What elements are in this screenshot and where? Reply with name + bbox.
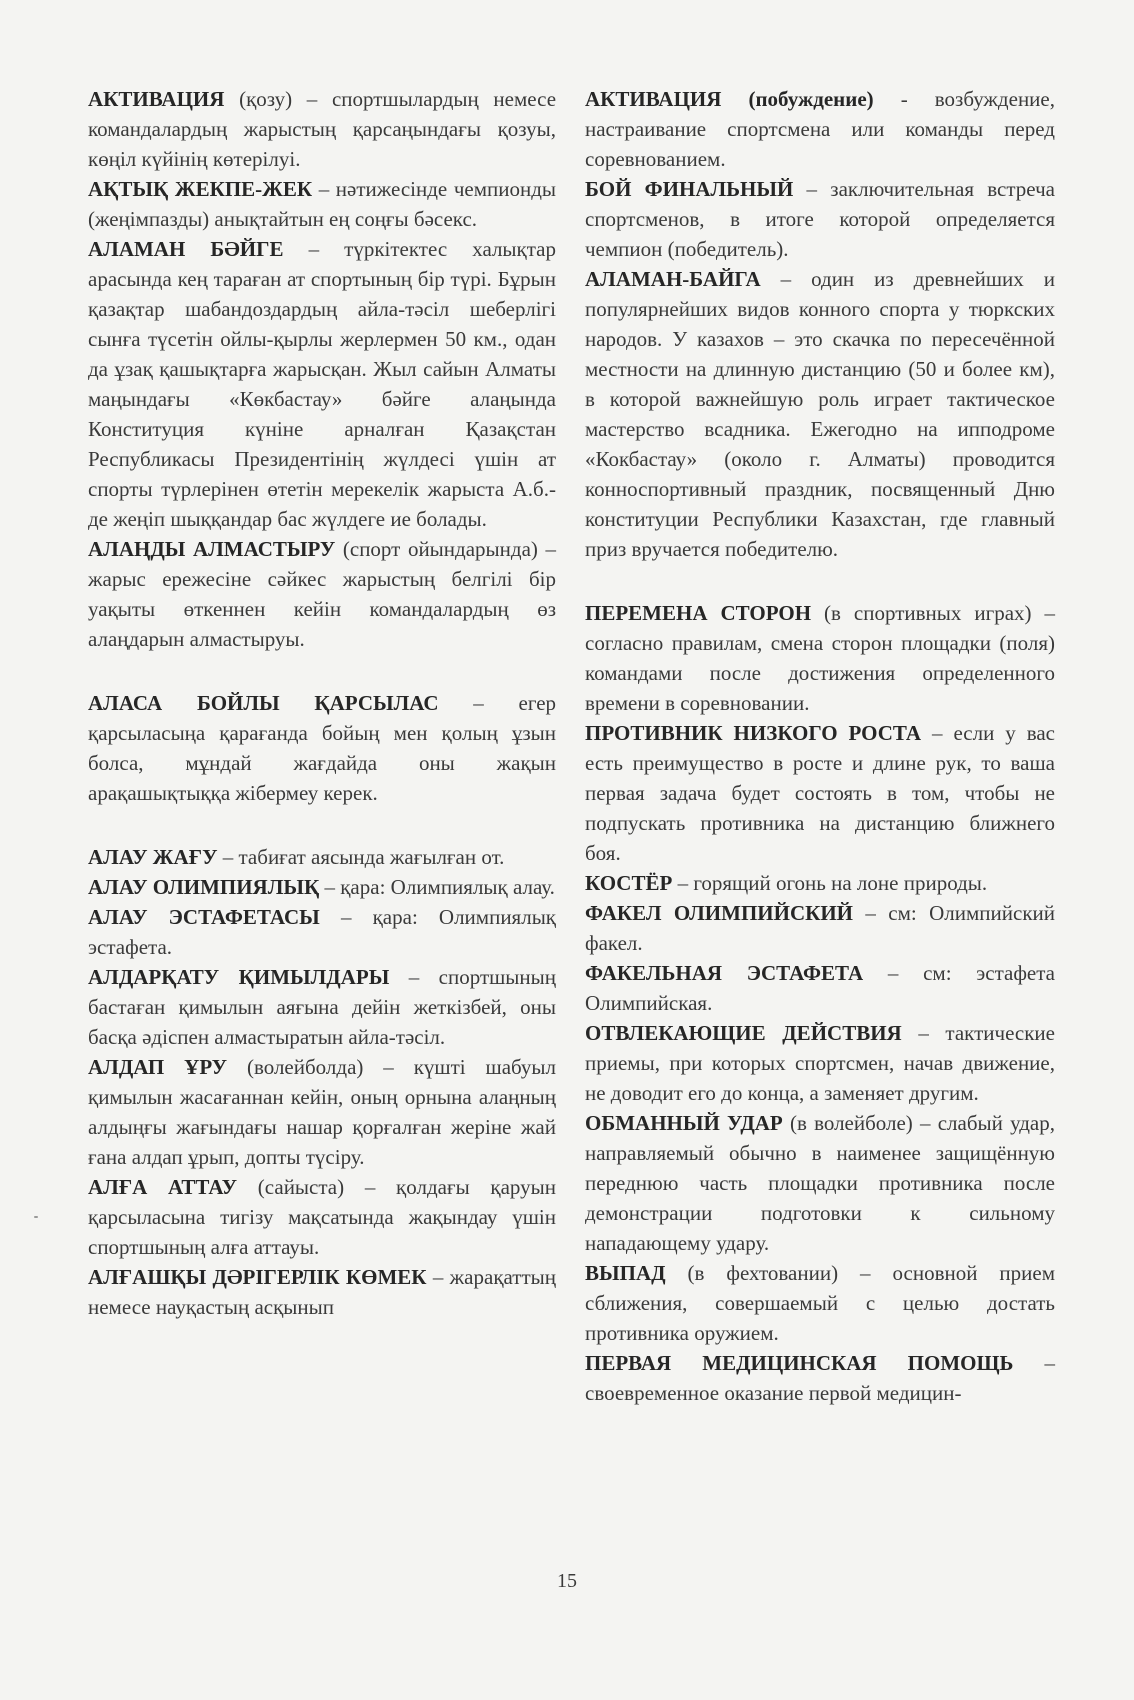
entry-definition: своевременное оказание первой медицин-: [585, 1381, 962, 1405]
entry-definition: табиғат аясында жағылған от.: [238, 845, 505, 869]
entry-term: АКТИВАЦИЯ: [88, 87, 225, 111]
entry-term: АЛАСА БОЙЛЫ ҚАРСЫЛАС: [88, 691, 439, 715]
entry-spacer: [88, 654, 556, 688]
entry-dash: –: [292, 87, 332, 111]
entry-definition: күшті шабуыл қимылын жасағаннан кейін, оның орнына алаңның алдыңғы жағындағы нашар қорғалған жеріне жай ғана алдап ұрып, допты түсіру.: [88, 1055, 557, 1169]
entry-definition: горящий огонь на лоне природы.: [693, 871, 988, 895]
entry-term: АҚТЫҚ ЖЕКПЕ-ЖЕК: [88, 177, 313, 201]
entry-dash: –: [438, 691, 519, 715]
dictionary-entry: [585, 868, 1055, 898]
entry-term: АЛДАРҚАТУ ҚИМЫЛДАРЫ: [88, 965, 390, 989]
entry-term: АЛҒАШҚЫ ДӘРІГЕРЛІК КӨМЕК: [88, 1265, 427, 1289]
entry-dash: –: [344, 1175, 397, 1199]
entry-dash: –: [863, 961, 924, 985]
entry-note: (қозу): [224, 87, 293, 111]
dictionary-entry: [88, 534, 556, 654]
entry-term: АЛАМАН-БАЙГА: [585, 267, 761, 291]
entry-spacer: [88, 808, 556, 842]
dictionary-entry: [88, 234, 556, 534]
entry-definition: один из древнейших и популярнейших видов конного спорта у тюркских народов. У казахов – это скачка по пересечённой местности на длинную дистанцию (50 и более км), в которой важнейшую роль играет тактическое мастерство всадника. Ежегодно на ипподроме «Кокбастау» (около г. Алматы) проводится конноспортивный праздник, посвященный Дню конституции Республики Казахстан, где главный приз вручается победителю.: [585, 267, 1055, 561]
dictionary-entry: [88, 842, 556, 872]
entry-definition: спортшылардың немесе командалардың жарыстың қарсаңындағы қозуы, көңіл күйінің көтерілуі.: [88, 87, 557, 171]
entry-term: АЛДАП ҰРУ: [88, 1055, 228, 1079]
entry-term: АЛАУ ОЛИМПИЯЛЫҚ: [88, 875, 320, 899]
entry-definition: егер қарсыласыңа қарағанда бойың мен қолың ұзын болса, мұндай жағдайда оны жақын арақашықтыққа жібермеу керек.: [88, 691, 557, 805]
entry-definition: спортшының бастаған қимылын аяғына дейін жеткізбей, оны басқа әдіспен алмастыратын айла-тәсіл.: [88, 965, 556, 1049]
dictionary-entry: [88, 174, 556, 234]
dictionary-entry: [88, 962, 556, 1052]
entry-term: АЛАҢДЫ АЛМАСТЫРУ: [88, 537, 336, 561]
entry-definition: см: эстафета Олимпийская.: [585, 961, 1056, 1015]
entry-dash: –: [921, 721, 954, 745]
entry-note: (сайыста): [237, 1175, 345, 1199]
entry-term: АЛАУ ЖАҒУ: [88, 845, 218, 869]
entry-definition: согласно правилам, смена сторон площадки (поля) командами после достижения определенного времени в соревновании.: [585, 631, 1055, 715]
entry-note: (волейболда): [227, 1055, 364, 1079]
entry-dash: –: [901, 1021, 946, 1045]
entry-definition: заключительная встреча спортсменов, в итоге которой определяется чемпион (победитель).: [585, 177, 1055, 261]
dictionary-entry: [585, 1258, 1055, 1348]
entry-note: (в фехтовании): [665, 1261, 839, 1285]
entry-definition: қолдағы қаруын қарсыласына тигізу мақсатында жақындау үшін спортшының алға аттауы.: [88, 1175, 556, 1259]
entry-dash: –: [319, 905, 373, 929]
dictionary-entry: [585, 264, 1055, 564]
entry-dash: –: [217, 845, 239, 869]
dictionary-entry: [585, 1348, 1055, 1408]
entry-dash: –: [672, 871, 694, 895]
entry-dash: –: [363, 1055, 414, 1079]
page-number: 15: [557, 1570, 577, 1592]
dictionary-entry: [88, 84, 556, 174]
right-column-russian: [585, 84, 1055, 1408]
entry-term: АЛАУ ЭСТАФЕТАСЫ: [88, 905, 320, 929]
entry-dash: –: [1013, 1351, 1056, 1375]
entry-term: ПРОТИВНИК НИЗКОГО РОСТА: [585, 721, 922, 745]
entry-definition: нәтижесінде чемпионды (жеңімпазды) анықтайтын ең соңғы бәсекс.: [88, 177, 556, 231]
entry-dash: –: [426, 1265, 450, 1289]
entry-definition: возбуждение, настраивание спортсмена или команды перед соревнованием.: [585, 87, 1055, 171]
entry-dash: –: [760, 267, 812, 291]
entry-definition: қара: Олимпиялық эстафета.: [88, 905, 557, 959]
entry-term: АЛАМАН БӘЙГЕ: [88, 237, 284, 261]
entry-dash: –: [912, 1111, 938, 1135]
entry-term: ФАКЕЛ ОЛИМПИЙСКИЙ: [585, 901, 854, 925]
entry-dash: –: [1031, 601, 1055, 625]
entry-note: (в спортивных играх): [811, 601, 1032, 625]
entry-definition: тактические приемы, при которых спортсмен, начав движение, не доводит его до конца, а заменяет другим.: [585, 1021, 1055, 1105]
entry-dash: -: [873, 87, 935, 111]
entry-term: ВЫПАД: [585, 1261, 666, 1285]
dictionary-entry: [88, 1172, 556, 1262]
dictionary-entry: [88, 872, 556, 902]
entry-term: ПЕРВАЯ МЕДИЦИНСКАЯ ПОМОЩЬ: [585, 1351, 1014, 1375]
left-column-kazakh: [88, 84, 556, 1322]
dictionary-entry: [88, 1262, 556, 1322]
entry-dash: –: [389, 965, 439, 989]
scan-speck: [34, 1216, 38, 1218]
entry-definition: қара: Олимпиялық алау.: [340, 875, 555, 899]
entry-term: КОСТЁР: [585, 871, 673, 895]
dictionary-entry: [585, 598, 1055, 718]
entry-note: (в волейболе): [782, 1111, 913, 1135]
entry-dash: –: [283, 237, 345, 261]
entry-definition: основной прием сближения, совершаемый с целью достать противника оружием.: [585, 1261, 1056, 1345]
entry-dash: –: [838, 1261, 893, 1285]
entry-dash: –: [312, 177, 336, 201]
entry-term: АКТИВАЦИЯ (побуждение): [585, 87, 874, 111]
entry-definition: жарақаттың немесе науқастың асқынып: [88, 1265, 557, 1319]
entry-note: (спорт ойындарында): [335, 537, 538, 561]
entry-term: ОТВЛЕКАЮЩИЕ ДЕЙСТВИЯ: [585, 1021, 902, 1045]
entry-term: БОЙ ФИНАЛЬНЫЙ: [585, 177, 794, 201]
dictionary-entry: [585, 174, 1055, 264]
dictionary-entry: [585, 898, 1055, 958]
entry-definition: см: Олимпийский факел.: [585, 901, 1056, 955]
entry-dash: –: [793, 177, 831, 201]
entry-definition: жарыс ережесіне сәйкес жарыстың белгілі бір уақыты өткеннен кейін командалардың өз алаңдарын алмастыруы.: [88, 567, 556, 651]
entry-term: ОБМАННЫЙ УДАР: [585, 1111, 783, 1135]
entry-dash: –: [319, 875, 341, 899]
entry-definition: түркітектес халықтар арасында кең тараған ат спортының бір түрі. Бұрын қазақтар шабандоздардың айла-тәсіл шеберлігі сынға түсетін ойлы-қырлы жерлермен 50 км., одан да ұзақ қашықтарға жарысқан. Жыл сайын Алматы маңындағы «Көкбастау» бәйге алаңында Конституция күніне арналған Қазақстан Республикасы Президентінің жүлдесі үшін ат спорты түрлерінен өтетін мерекелік жарыста А.б.-де жеңіп шыққандар бас жүлдеге ие болады.: [88, 237, 556, 531]
dictionary-entry: [585, 84, 1055, 174]
entry-spacer: [585, 564, 1055, 598]
entry-term: ПЕРЕМЕНА СТОРОН: [585, 601, 812, 625]
dictionary-entry: [88, 902, 556, 962]
entry-definition: слабый удар, направляемый обычно в наименее защищённую переднюю часть площадки противника после демонстрации подготовки к сильному нападающему удару.: [585, 1111, 1056, 1255]
entry-term: АЛҒА АТТАУ: [88, 1175, 238, 1199]
dictionary-entry: [585, 718, 1055, 868]
dictionary-entry: [585, 1108, 1055, 1258]
entry-dash: –: [853, 901, 889, 925]
dictionary-entry: [88, 688, 556, 808]
dictionary-entry: [585, 958, 1055, 1018]
entry-definition: если у вас есть преимущество в росте и длине рук, то ваша первая задача будет состоять в том, чтобы не подпускать противника на дистанцию ближнего боя.: [585, 721, 1056, 865]
entry-dash: –: [537, 537, 557, 561]
entry-term: ФАКЕЛЬНАЯ ЭСТАФЕТА: [585, 961, 864, 985]
dictionary-entry: [585, 1018, 1055, 1108]
dictionary-entry: [88, 1052, 556, 1172]
